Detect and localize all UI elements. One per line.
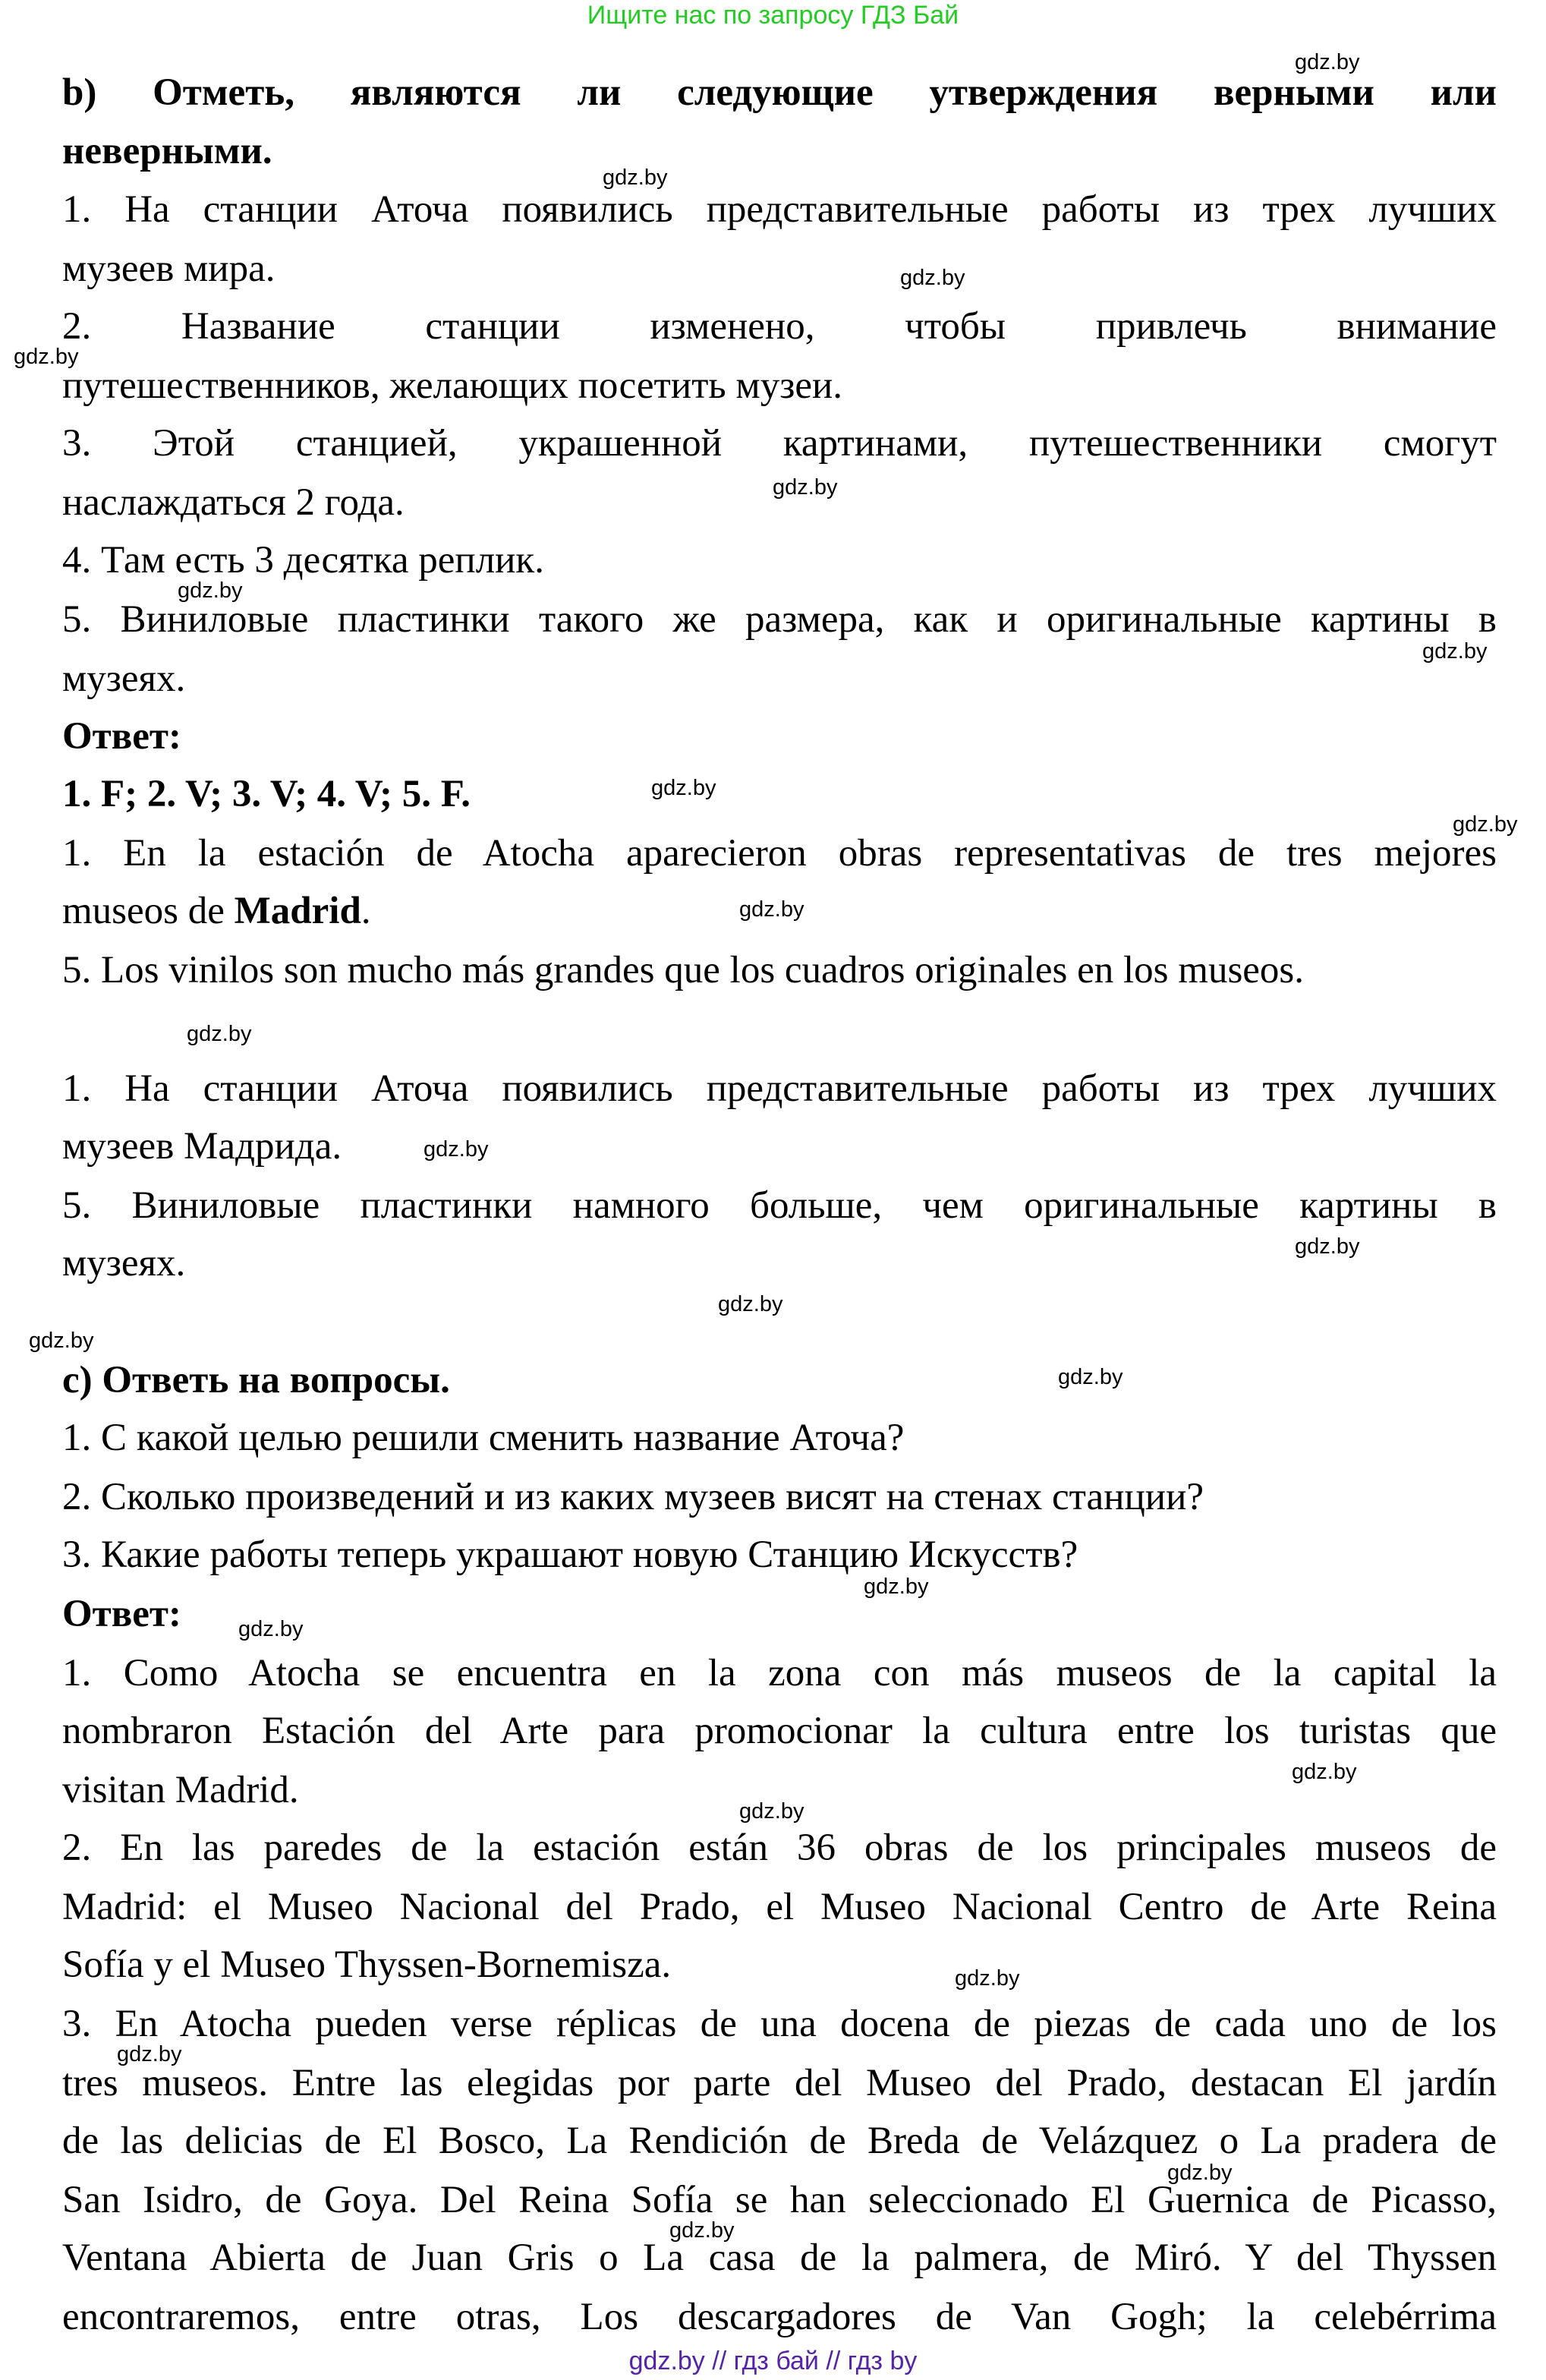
answer-key: 1. F; 2. V; 3. V; 4. V; 5. F.	[62, 773, 471, 815]
statement-line: 5. Виниловые пластинки такого же размера, как и оригинальные картины в	[62, 598, 1497, 641]
watermark: gdz.by	[739, 897, 804, 922]
statement-line: наслаждаться 2 года.	[62, 481, 405, 524]
answer-line: 1. Como Atocha se encuentra en la zona con más museos de la capital la	[62, 1652, 1497, 1694]
watermark: gdz.by	[1292, 1760, 1357, 1784]
footer-banner: gdz.by // гдз бай // гдз by	[628, 2347, 918, 2375]
statement-line: 2. Название станции изменено, чтобы привлечь внимание	[62, 305, 1497, 348]
answer-label: Ответ:	[62, 715, 181, 758]
watermark: gdz.by	[955, 1966, 1020, 1991]
watermark: gdz.by	[718, 1292, 783, 1316]
correction-emphasis: Madrid	[234, 890, 361, 932]
answer-line: Madrid: el Museo Nacional del Prado, el Museo Nacional Centro de Arte Reina	[62, 1886, 1497, 1928]
statement-line: музеях.	[62, 657, 186, 700]
statement-line: путешественников, желающих посетить музеи.	[62, 364, 843, 407]
watermark: gdz.by	[1422, 639, 1488, 664]
watermark: gdz.by	[900, 266, 965, 290]
statement-line: 4. Там есть 3 десятка реплик.	[62, 539, 544, 582]
answer-line: Ventana Abierta de Juan Gris o La casa de la palmera, de Miró. Y del Thyssen	[62, 2237, 1497, 2279]
watermark: gdz.by	[1167, 2161, 1233, 2185]
answer-line: nombraron Estación del Arte para promocionar la cultura entre los turistas que	[62, 1710, 1497, 1752]
watermark: gdz.by	[29, 1329, 94, 1353]
watermark: gdz.by	[1058, 1365, 1123, 1389]
answer-line: 2. En las paredes de la estación están 36 obras de los principales museos de	[62, 1827, 1497, 1869]
correction-line: 1. En la estación de Atocha aparecieron obras representativas de tres mejores	[62, 832, 1497, 875]
correction-line: 1. На станции Аточа появились представительные работы из трех лучших	[62, 1067, 1497, 1110]
watermark: gdz.by	[187, 1022, 252, 1046]
watermark: gdz.by	[603, 165, 668, 190]
question-line: 2. Сколько произведений и из каких музеев висят на стенах станции?	[62, 1476, 1204, 1518]
correction-text: museos de	[62, 890, 235, 932]
watermark: gdz.by	[864, 1575, 929, 1599]
answer-line: de las delicias de El Bosco, La Rendición de Breda de Velázquez o La pradera de	[62, 2120, 1497, 2162]
watermark: gdz.by	[117, 2042, 182, 2066]
watermark: gdz.by	[739, 1799, 804, 1824]
watermark: gdz.by	[1295, 1234, 1360, 1259]
watermark: gdz.by	[773, 475, 838, 500]
correction-line: музеев Мадрида.	[62, 1125, 342, 1168]
correction-line: 5. Виниловые пластинки намного больше, чем оригинальные картины в	[62, 1184, 1497, 1227]
watermark: gdz.by	[669, 2218, 735, 2243]
section-b-title-cont: неверными.	[62, 130, 272, 172]
question-line: 1. С какой целью решили сменить название Аточа?	[62, 1417, 905, 1459]
answer-line: encontraremos, entre otras, Los descargadores de Van Gogh; la celebérrima	[62, 2296, 1497, 2338]
statement-line: 3. Этой станцией, украшенной картинами, путешественники смогут	[62, 422, 1497, 465]
answer-line: 3. En Atocha pueden verse réplicas de una docena de piezas de cada uno de los	[62, 2003, 1497, 2045]
answer-line: San Isidro, de Goya. Del Reina Sofía se han seleccionado El Guernica de Picasso,	[62, 2179, 1497, 2221]
search-banner: Ищите нас по запросу ГДЗ Бай	[587, 1, 959, 30]
watermark: gdz.by	[651, 776, 716, 800]
watermark: gdz.by	[238, 1617, 304, 1641]
section-b-title: b) Отметь, являются ли следующие утверждения верными или	[62, 71, 1497, 114]
question-line: 3. Какие работы теперь украшают новую Станцию Искусств?	[62, 1534, 1078, 1576]
answer-line: visitan Madrid.	[62, 1769, 299, 1811]
watermark: gdz.by	[14, 345, 79, 369]
statement-line: 1. На станции Аточа появились представительные работы из трех лучших	[62, 188, 1497, 231]
statement-line: музеев мира.	[62, 247, 276, 290]
answer-line: tres museos. Entre las elegidas por parte del Museo del Prado, destacan El jardín	[62, 2062, 1497, 2104]
watermark: gdz.by	[1295, 50, 1360, 74]
watermark: gdz.by	[1453, 812, 1518, 837]
section-c-title: c) Ответь на вопросы.	[62, 1359, 450, 1401]
correction-line: музеях.	[62, 1242, 186, 1285]
correction-text: .	[361, 890, 371, 932]
answer-line: Sofía y el Museo Thyssen-Bornemisza.	[62, 1943, 672, 1986]
correction-line: 5. Los vinilos son mucho más grandes que los cuadros originales en los museos.	[62, 949, 1305, 991]
watermark: gdz.by	[423, 1137, 489, 1162]
watermark: gdz.by	[178, 578, 243, 603]
answer-label: Ответ:	[62, 1593, 181, 1635]
